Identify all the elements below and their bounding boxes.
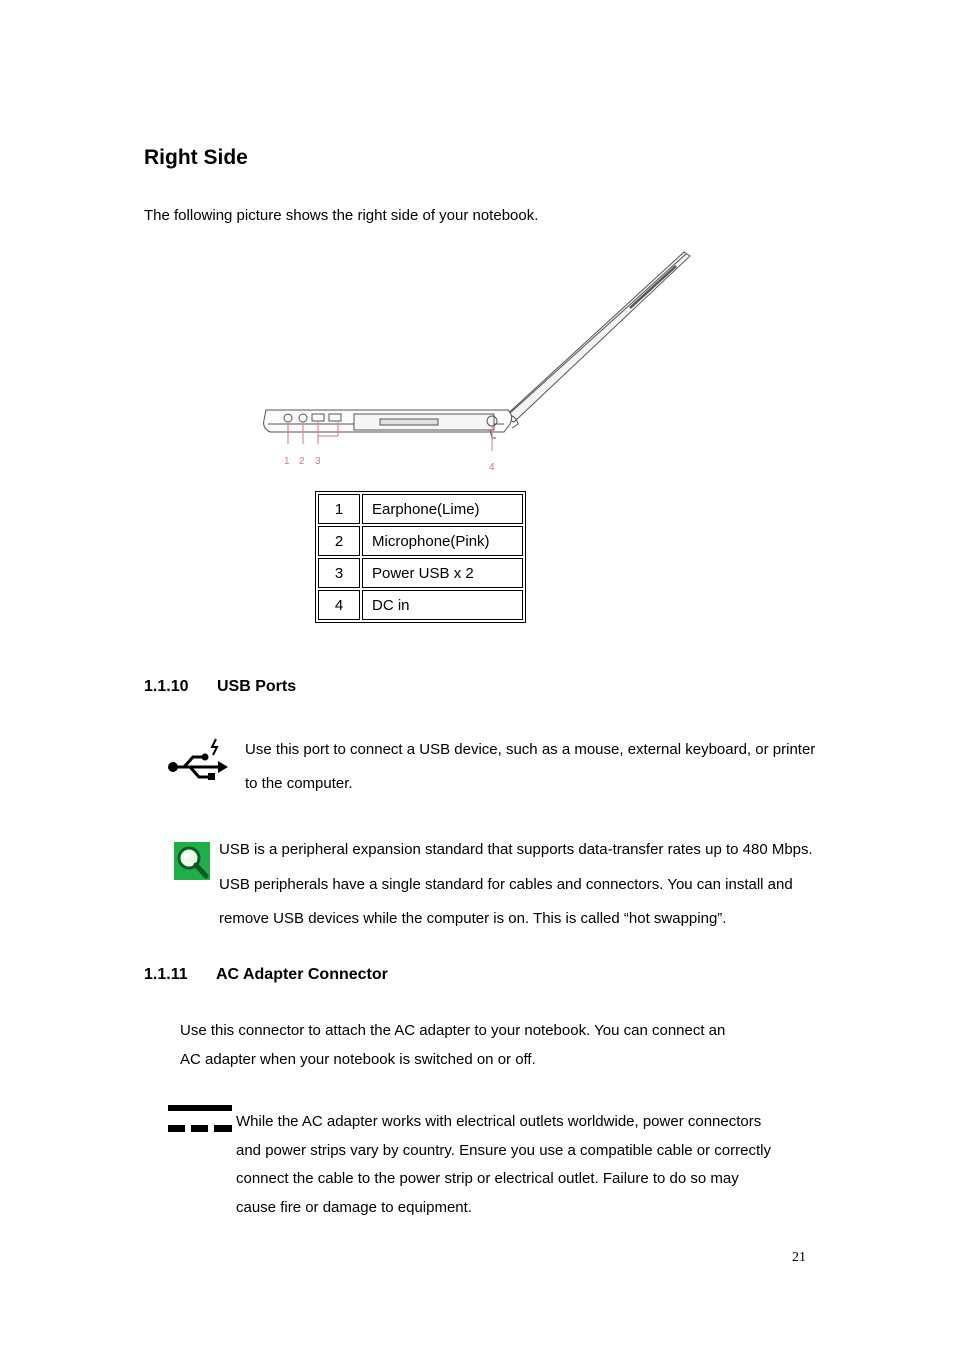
- ac-warning-line: and power strips vary by country. Ensure you use a compatible cable or correctly: [236, 1141, 771, 1159]
- port-number: 2: [318, 526, 360, 556]
- ac-warning-line: connect the cable to the power strip or electrical outlet. Failure to do so may: [236, 1170, 739, 1188]
- usb-description-line: Use this port to connect a USB device, such as a mouse, external keyboard, or printer: [245, 741, 816, 758]
- ac-description-line: Use this connector to attach the AC adapter to your notebook. You can connect an: [180, 1022, 726, 1039]
- port-number: 3: [318, 558, 360, 588]
- usb-section-title: USB Ports: [217, 678, 297, 695]
- usb-icon: [166, 738, 230, 784]
- ac-section-number: 1.1.11: [144, 966, 188, 983]
- ac-warning-line: cause fire or damage to equipment.: [236, 1199, 472, 1217]
- usb-note-line: remove USB devices while the computer is on. This is called “hot swapping”.: [219, 910, 727, 927]
- callout-4: 4: [489, 462, 495, 473]
- port-number: 1: [318, 494, 360, 524]
- ac-description: [180, 1016, 725, 1074]
- ac-description-line: AC adapter when your notebook is switched on or off.: [180, 1051, 536, 1068]
- ac-warning: [236, 1108, 771, 1223]
- ac-section-title: AC Adapter Connector: [216, 966, 388, 983]
- port-number: 4: [318, 590, 360, 620]
- page-number: 21: [792, 1250, 806, 1265]
- callout-3: 3: [315, 456, 321, 467]
- table-row: [318, 494, 523, 524]
- dc-power-symbol-icon: [167, 1103, 233, 1135]
- table-row: [318, 526, 523, 556]
- usb-description-line: to the computer.: [245, 775, 353, 792]
- port-label: Power USB x 2: [362, 558, 523, 588]
- table-row: [318, 590, 523, 620]
- port-label: DC in: [362, 590, 523, 620]
- section-title: Right Side: [144, 146, 248, 169]
- port-label: Microphone(Pink): [362, 526, 523, 556]
- port-table: [315, 491, 526, 623]
- usb-description: [245, 733, 815, 801]
- usb-note-line: USB is a peripheral expansion standard that supports data-transfer rates up to 480 Mbps.: [219, 841, 813, 858]
- ac-warning-line: While the AC adapter works with electrical outlets worldwide, power connectors: [236, 1113, 762, 1130]
- table-row: [318, 558, 523, 588]
- callout-1: 1: [284, 456, 290, 467]
- callout-2: 2: [299, 456, 305, 467]
- intro-text: The following picture shows the right side of your notebook.: [144, 207, 539, 224]
- usb-section-number: 1.1.10: [144, 678, 189, 695]
- usb-note: [219, 833, 813, 937]
- usb-note-line: USB peripherals have a single standard for cables and connectors. You can install and: [219, 875, 793, 893]
- magnifier-note-icon: [174, 842, 210, 880]
- port-label: Earphone(Lime): [362, 494, 523, 524]
- notebook-right-side-figure: [258, 246, 698, 476]
